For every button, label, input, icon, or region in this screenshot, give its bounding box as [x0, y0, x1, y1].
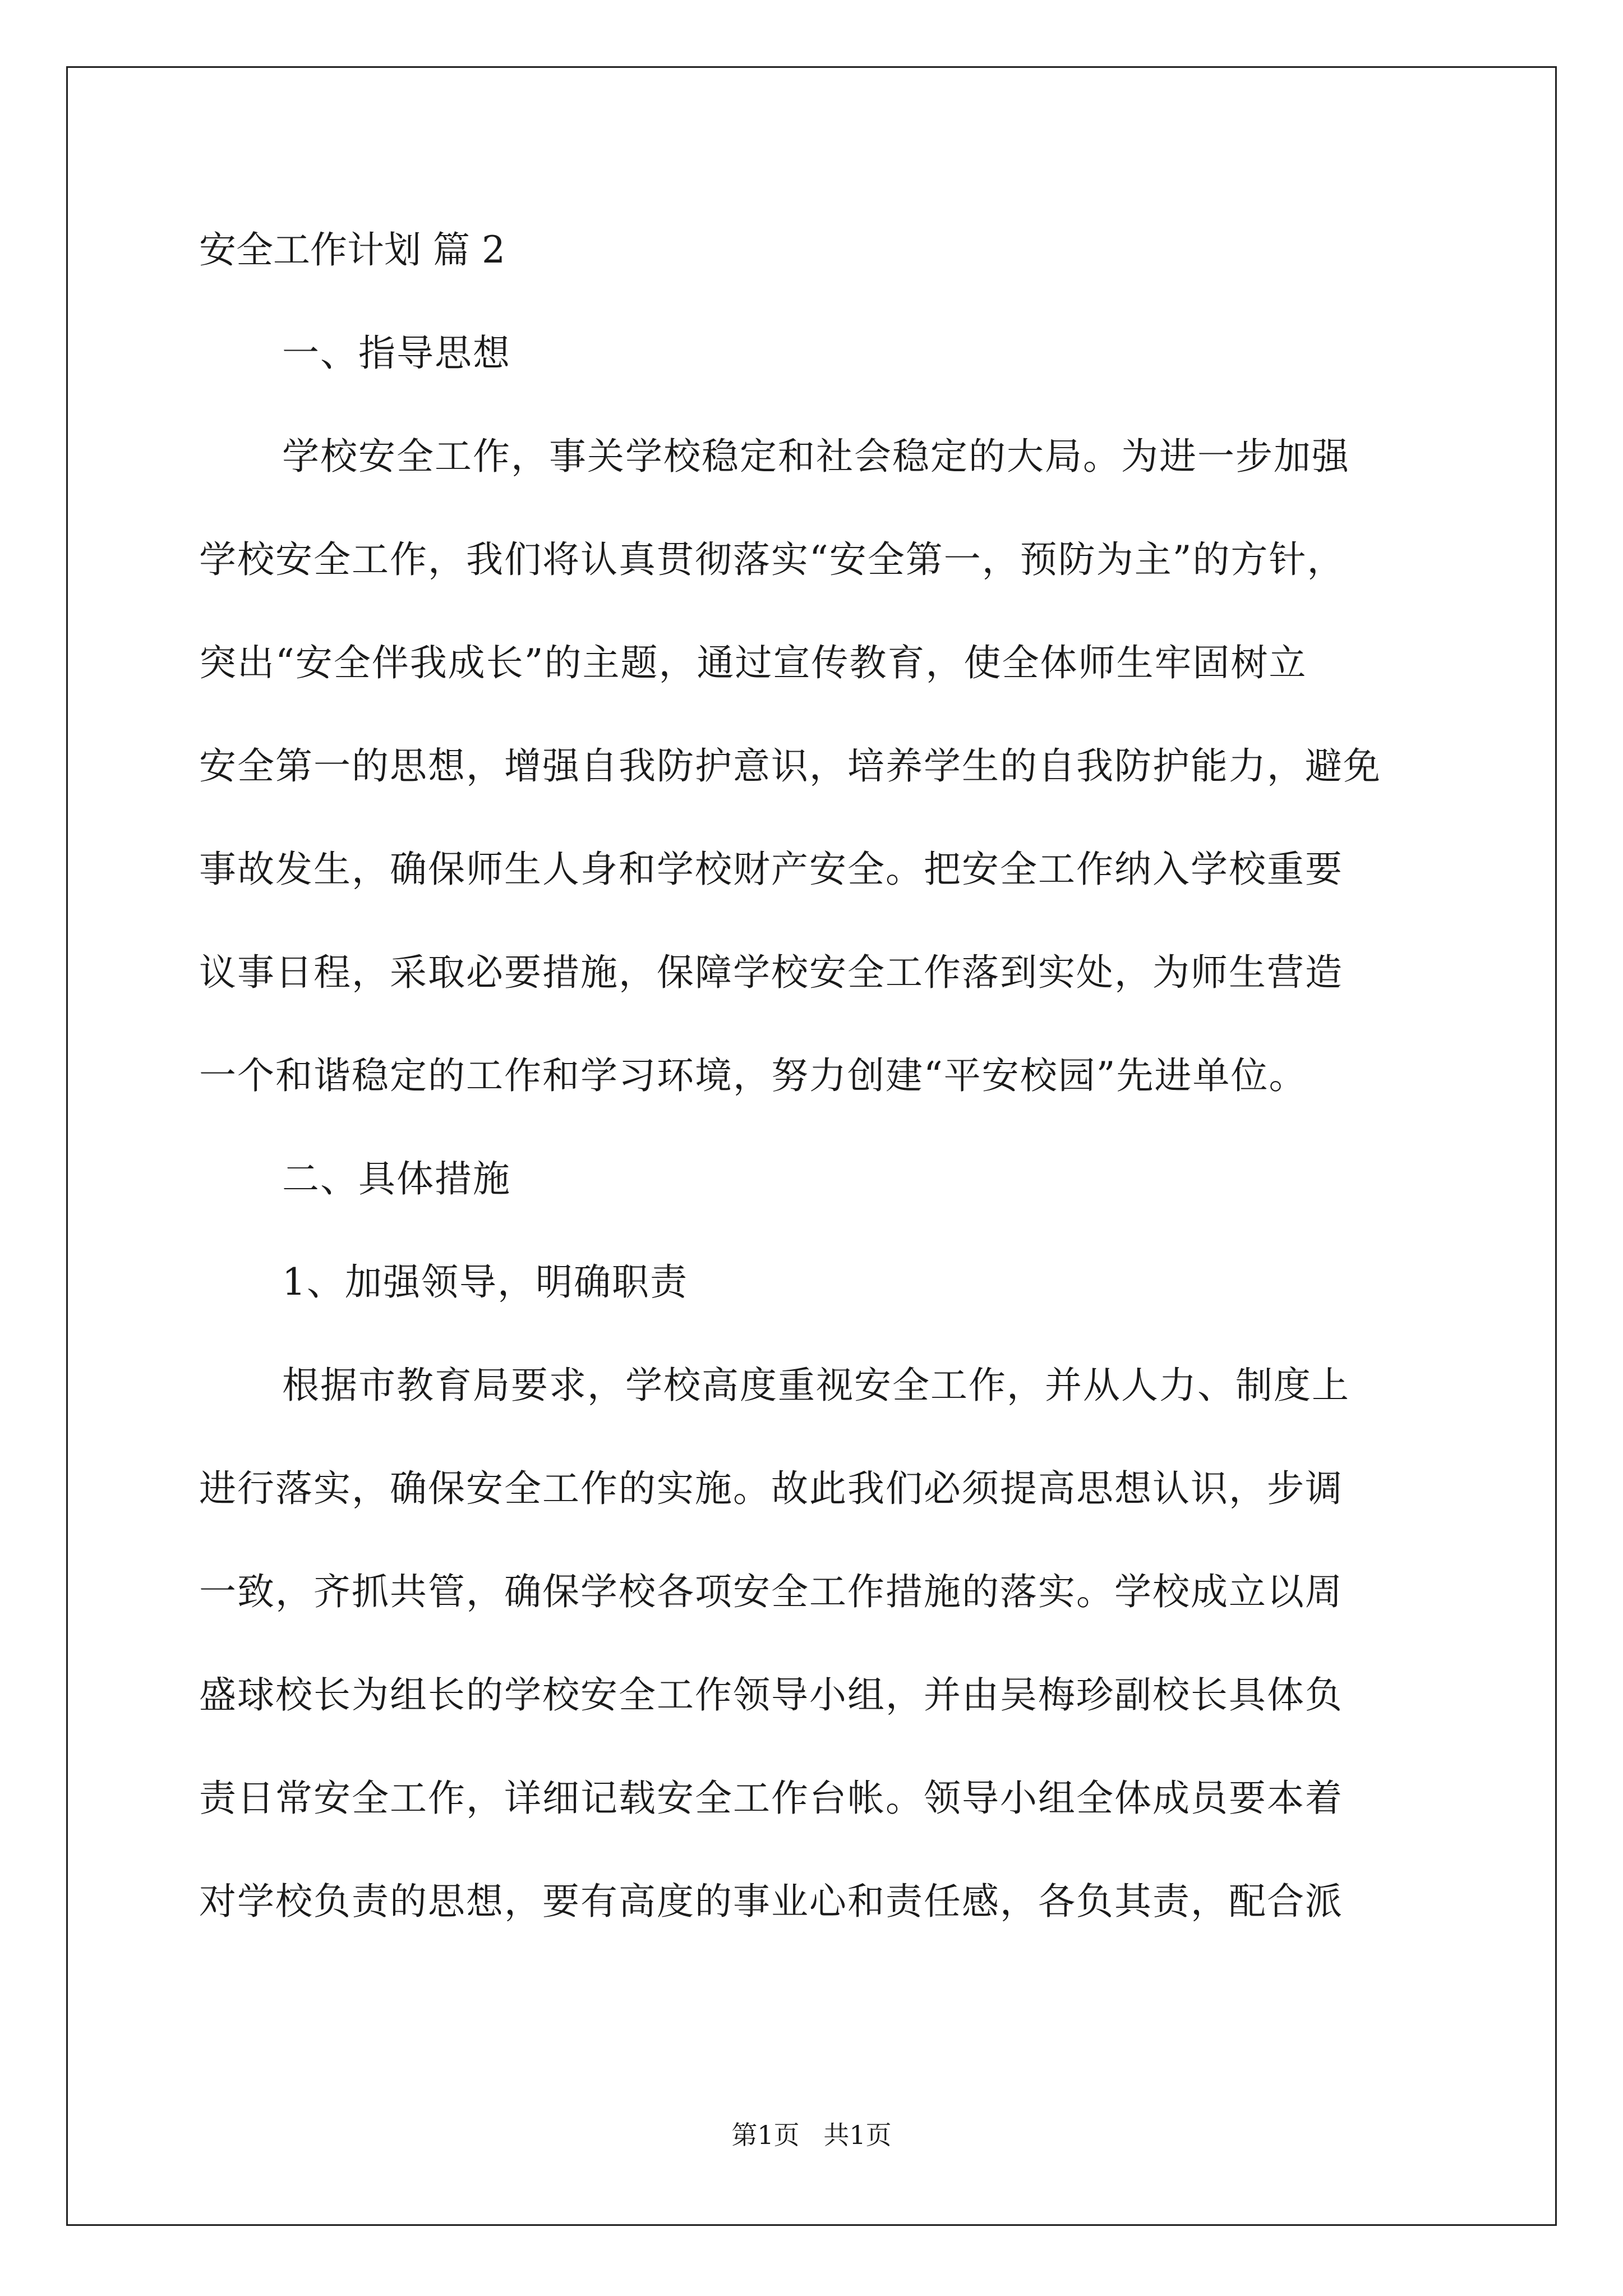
paragraph-line: 议事日程，采取必要措施，保障学校安全工作落到实处，为师生营造 [199, 951, 1343, 994]
paragraph-line: 学校安全工作，事关学校稳定和社会稳定的大局。为进一步加强 [282, 435, 1350, 478]
paragraph-line: 安全第一的思想，增强自我防护意识，培养学生的自我防护能力，避免 [199, 744, 1381, 788]
paragraph-line: 责日常安全工作，详细记载安全工作台帐。领导小组全体成员要本着 [199, 1777, 1343, 1820]
paragraph-line: 根据市教育局要求，学校高度重视安全工作，并从人力、制度上 [282, 1364, 1350, 1407]
document-title: 安全工作计划 篇 2 [199, 228, 505, 272]
paragraph-line: 一个和谐稳定的工作和学习环境，努力创建“平安校园”先进单位。 [199, 1054, 1307, 1097]
document-body [199, 224, 1433, 1979]
page-total: 共1页 [823, 2120, 892, 2150]
paragraph-line: 进行落实，确保安全工作的实施。故此我们必须提高思想认识，步调 [199, 1467, 1343, 1510]
page-number: 第1页 [731, 2120, 800, 2150]
paragraph-line: 学校安全工作，我们将认真贯彻落实“安全第一，预防为主”的方针， [199, 538, 1345, 581]
paragraph-line: 突出“安全伴我成长”的主题，通过宣传教育，使全体师生牢固树立 [199, 641, 1307, 684]
subsection-heading: 1、加强领导，明确职责 [282, 1260, 688, 1304]
paragraph-line: 盛球校长为组长的学校安全工作领导小组，并由吴梅珍副校长具体负 [199, 1673, 1343, 1717]
paragraph-line: 对学校负责的思想，要有高度的事业心和责任感，各负其责，配合派 [199, 1880, 1343, 1923]
paragraph-line: 事故发生，确保师生人身和学校财产安全。把安全工作纳入学校重要 [199, 848, 1343, 891]
section-heading: 一、指导思想 [282, 332, 511, 375]
paragraph-line: 一致，齐抓共管，确保学校各项安全工作措施的落实。学校成立以周 [199, 1570, 1343, 1613]
page-footer [0, 2115, 1623, 2152]
section-heading: 二、具体措施 [282, 1157, 511, 1200]
